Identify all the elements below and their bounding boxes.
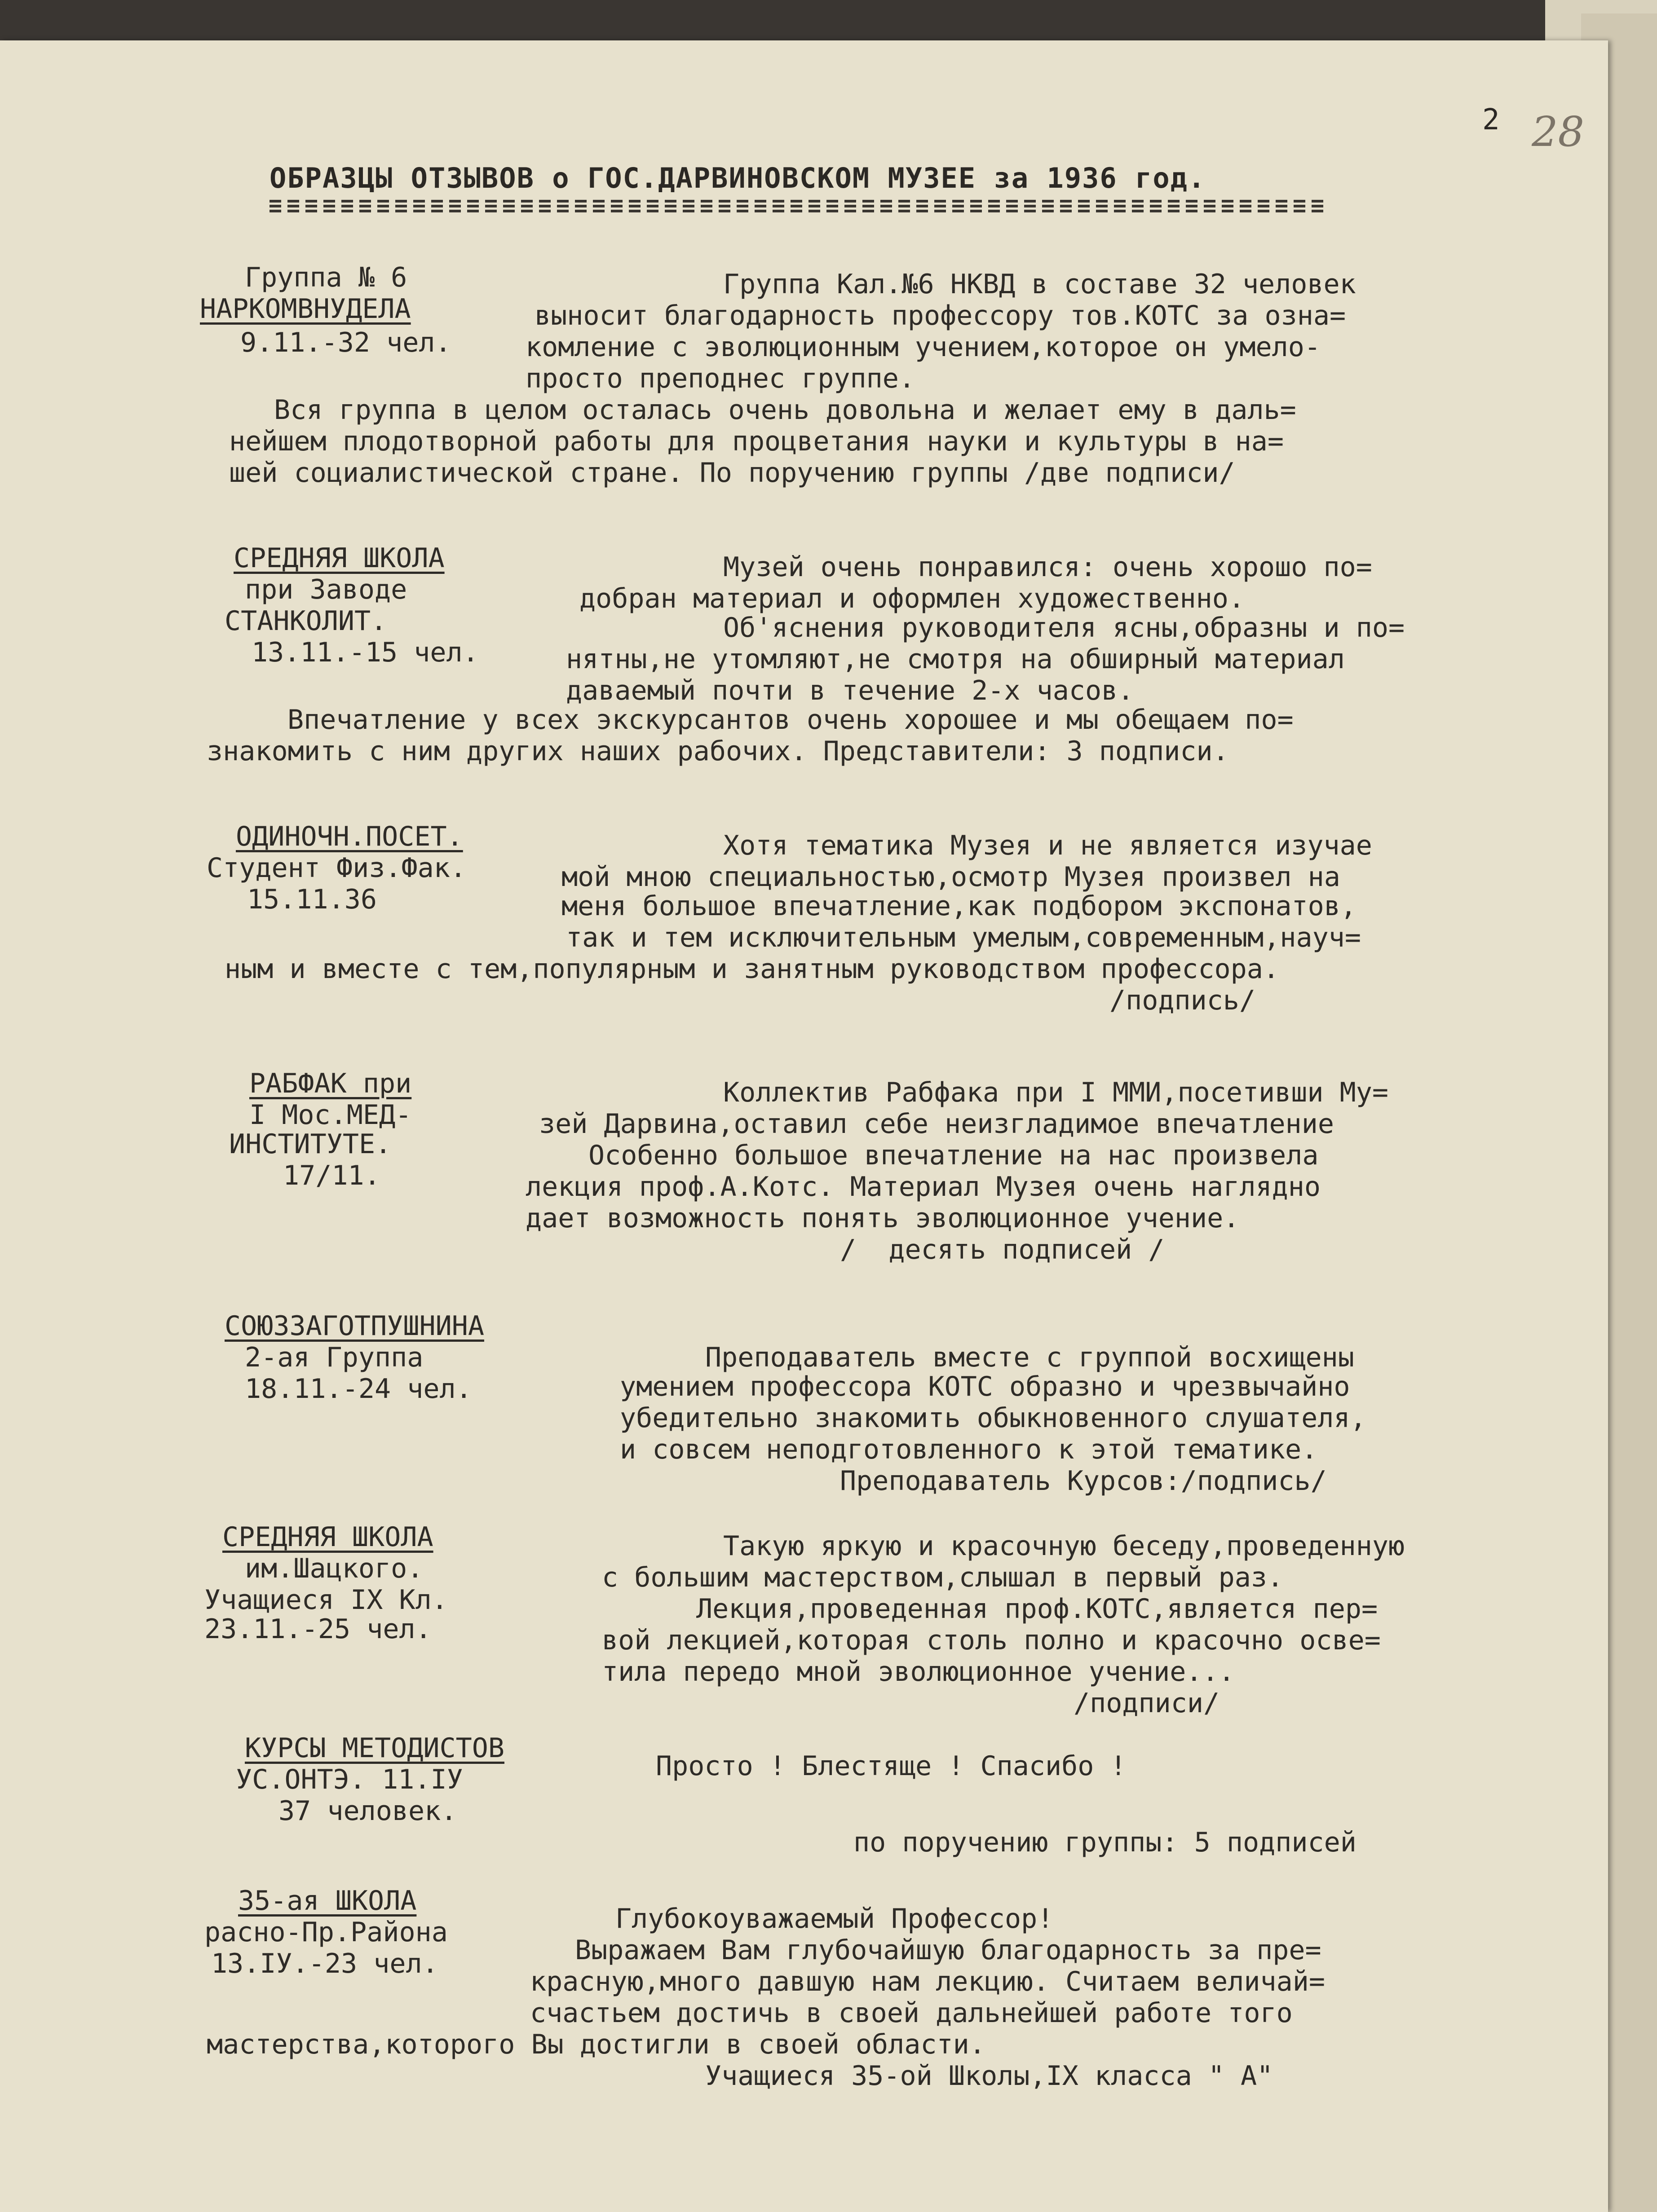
review-7-org: КУРСЫ МЕТОДИСТОВ	[245, 1732, 504, 1764]
review-2-org-line-3: СТАНКОЛИТ.	[225, 605, 387, 637]
review-1-line-3: комление с эволюционным учением,которое он умело-	[526, 331, 1321, 363]
review-8-line-1: Глубокоуважаемый Профессор!	[615, 1903, 1054, 1934]
review-5-date: 18.11.-24 чел.	[245, 1373, 472, 1405]
review-1-line-2: выносит благодарность профессору тов.КОТС за озна=	[535, 300, 1346, 331]
review-4-org: РАБФАК при	[249, 1068, 412, 1099]
review-8-line-2: Выражаем Вам глубочайшую благодарность за пре=	[575, 1934, 1321, 1966]
review-8-date: 13.IУ.-23 чел.	[211, 1948, 438, 1979]
review-5-signature: Преподаватель Курсов:/подпись/	[840, 1465, 1327, 1497]
review-5-org: СОЮЗЗАГОТПУШНИНА	[225, 1310, 484, 1342]
review-6-org: СРЕДНЯЯ ШКОЛА	[222, 1521, 433, 1553]
review-6-date: 23.11.-25 чел.	[204, 1613, 432, 1645]
review-1-line-5: Вся группа в целом осталась очень довольна и желает ему в даль=	[274, 394, 1296, 426]
review-7-signature: по поручению группы: 5 подписей	[853, 1827, 1357, 1858]
review-1-line-4: просто преподнес группе.	[526, 363, 915, 394]
review-7-count: 37 человек.	[278, 1795, 457, 1827]
review-1-org: НАРКОМВНУДЕЛА	[200, 293, 411, 325]
review-5-line-1: Преподаватель вместе с группой восхищены	[705, 1342, 1354, 1373]
review-1-group: Группа № 6	[245, 262, 407, 293]
review-3-line-5: ным и вместе с тем,популярным и занятным руководством профессора.	[225, 953, 1279, 985]
review-7-line-1: Просто ! Блестяще ! Спасибо !	[656, 1750, 1127, 1782]
review-3-line-3: меня большое впечатление,как подбором экспонатов,	[561, 890, 1357, 922]
review-4-line-4: лекция проф.А.Котс. Материал Музея очень наглядно	[526, 1171, 1321, 1203]
review-2-org: СРЕДНЯЯ ШКОЛА	[234, 542, 445, 574]
page-title: ОБРАЗЦЫ ОТЗЫВОВ о ГОС.ДАРВИНОВСКОМ МУЗЕЕ за 1936 год.	[270, 162, 1206, 194]
review-6-line-5: тила передо мной эволюционное учение...	[602, 1656, 1235, 1688]
review-5-line-4: и совсем неподготовленного к этой тематике.	[620, 1434, 1318, 1465]
review-2-org-line-2: при Заводе	[245, 574, 407, 605]
review-8-line-4: счастьем достичь в своей дальнейшей работе того	[530, 1997, 1293, 2029]
review-6-org-line-2: им.Шацкого.	[245, 1553, 424, 1584]
review-8-line-5: мастерства,которого Вы достигли в своей области.	[207, 2029, 985, 2060]
review-8-signature: Учащиеся 35-ой Школы,IX класса " А"	[705, 2060, 1273, 2092]
review-2-line-7: знакомить с ним других наших рабочих. Представители: 3 подписи.	[207, 736, 1229, 767]
review-2-line-4: нятны,не утомляют,не смотря на обширный материал	[566, 643, 1345, 675]
review-3-line-4: так и тем исключительным умелым,современным,науч=	[566, 922, 1361, 953]
review-2-line-2: добран материал и оформлен художественно.	[579, 583, 1245, 614]
review-4-line-3: Особенно большое впечатление на нас произвела	[588, 1140, 1319, 1171]
review-3-signature: /подпись/	[1109, 985, 1256, 1016]
review-6-line-1: Такую яркую и красочную беседу,проведенную	[723, 1530, 1405, 1562]
review-2-line-5: даваемый почти в течение 2-х часов.	[566, 675, 1134, 706]
review-8-district: расно-Пр.Района	[204, 1917, 448, 1948]
review-2-date: 13.11.-15 чел.	[252, 637, 479, 668]
document-page	[0, 40, 1608, 2212]
review-6-pupils: Учащиеся IX Кл.	[204, 1584, 448, 1616]
review-2-line-1: Музей очень понравился: очень хорошо по=	[723, 551, 1372, 583]
review-5-line-3: убедительно знакомить обыкновенного слушателя,	[620, 1402, 1366, 1434]
review-1-line-7: шей социалистической стране. По поручению группы /две подписи/	[229, 457, 1235, 489]
review-6-line-2: с большим мастерством,слышал в первый раз.	[602, 1562, 1284, 1593]
review-1-line-1: Группа Кал.№6 НКВД в составе 32 человек	[723, 269, 1356, 300]
review-3-date: 15.11.36	[247, 884, 377, 915]
review-7-org-line-2: УС.ОНТЭ. 11.IУ	[236, 1764, 463, 1795]
review-3-visitor: Студент Физ.Фак.	[207, 852, 466, 884]
review-4-date: 17/11.	[283, 1160, 380, 1191]
page-number: 2	[1482, 103, 1500, 137]
pencil-page-number: 28	[1532, 108, 1585, 156]
review-1-line-6: нейшем плодотворной работы для процветания науки и культуры в на=	[229, 426, 1284, 457]
review-4-line-2: зей Дарвина,оставил себе неизгладимое впечатление	[539, 1108, 1334, 1140]
review-1-date: 9.11.-32 чел.	[240, 327, 451, 358]
review-2-line-3: Об'яснения руководителя ясны,образны и по=	[723, 612, 1405, 643]
review-4-line-5: дает возможность понять эволюционное учение.	[526, 1203, 1240, 1234]
review-8-org: 35-ая ШКОЛА	[238, 1885, 417, 1917]
review-5-line-2: умением профессора КОТС образно и чрезвычайно	[620, 1371, 1350, 1402]
review-3-line-1: Хотя тематика Музея и не является изучае	[723, 830, 1372, 861]
review-8-line-3: красную,много давшую нам лекцию. Считаем величай=	[530, 1966, 1326, 1997]
review-4-signature: / десять подписей /	[840, 1234, 1165, 1265]
review-6-signature: /подписи/	[1074, 1688, 1220, 1719]
review-6-line-3: Лекция,проведенная проф.КОТС,является пер=	[696, 1593, 1378, 1625]
review-2-line-6: Впечатление у всех экскурсантов очень хорошее и мы обещаем по=	[287, 704, 1294, 736]
review-5-group: 2-ая Группа	[245, 1342, 424, 1373]
review-4-org-line-2: I Мос.МЕД-	[249, 1099, 412, 1131]
review-4-line-1: Коллектив Рабфака при I ММИ,посетивши Му=	[723, 1077, 1389, 1108]
review-6-line-4: вой лекцией,которая столь полно и красочно осве=	[602, 1625, 1381, 1656]
review-3-line-2: мой мною специальностью,осмотр Музея произвел на	[561, 861, 1340, 893]
review-4-org-line-3: ИНСТИТУТЕ.	[229, 1128, 392, 1160]
review-3-org: ОДИНОЧН.ПОСЕТ.	[236, 821, 463, 852]
title-rule	[270, 200, 1325, 212]
